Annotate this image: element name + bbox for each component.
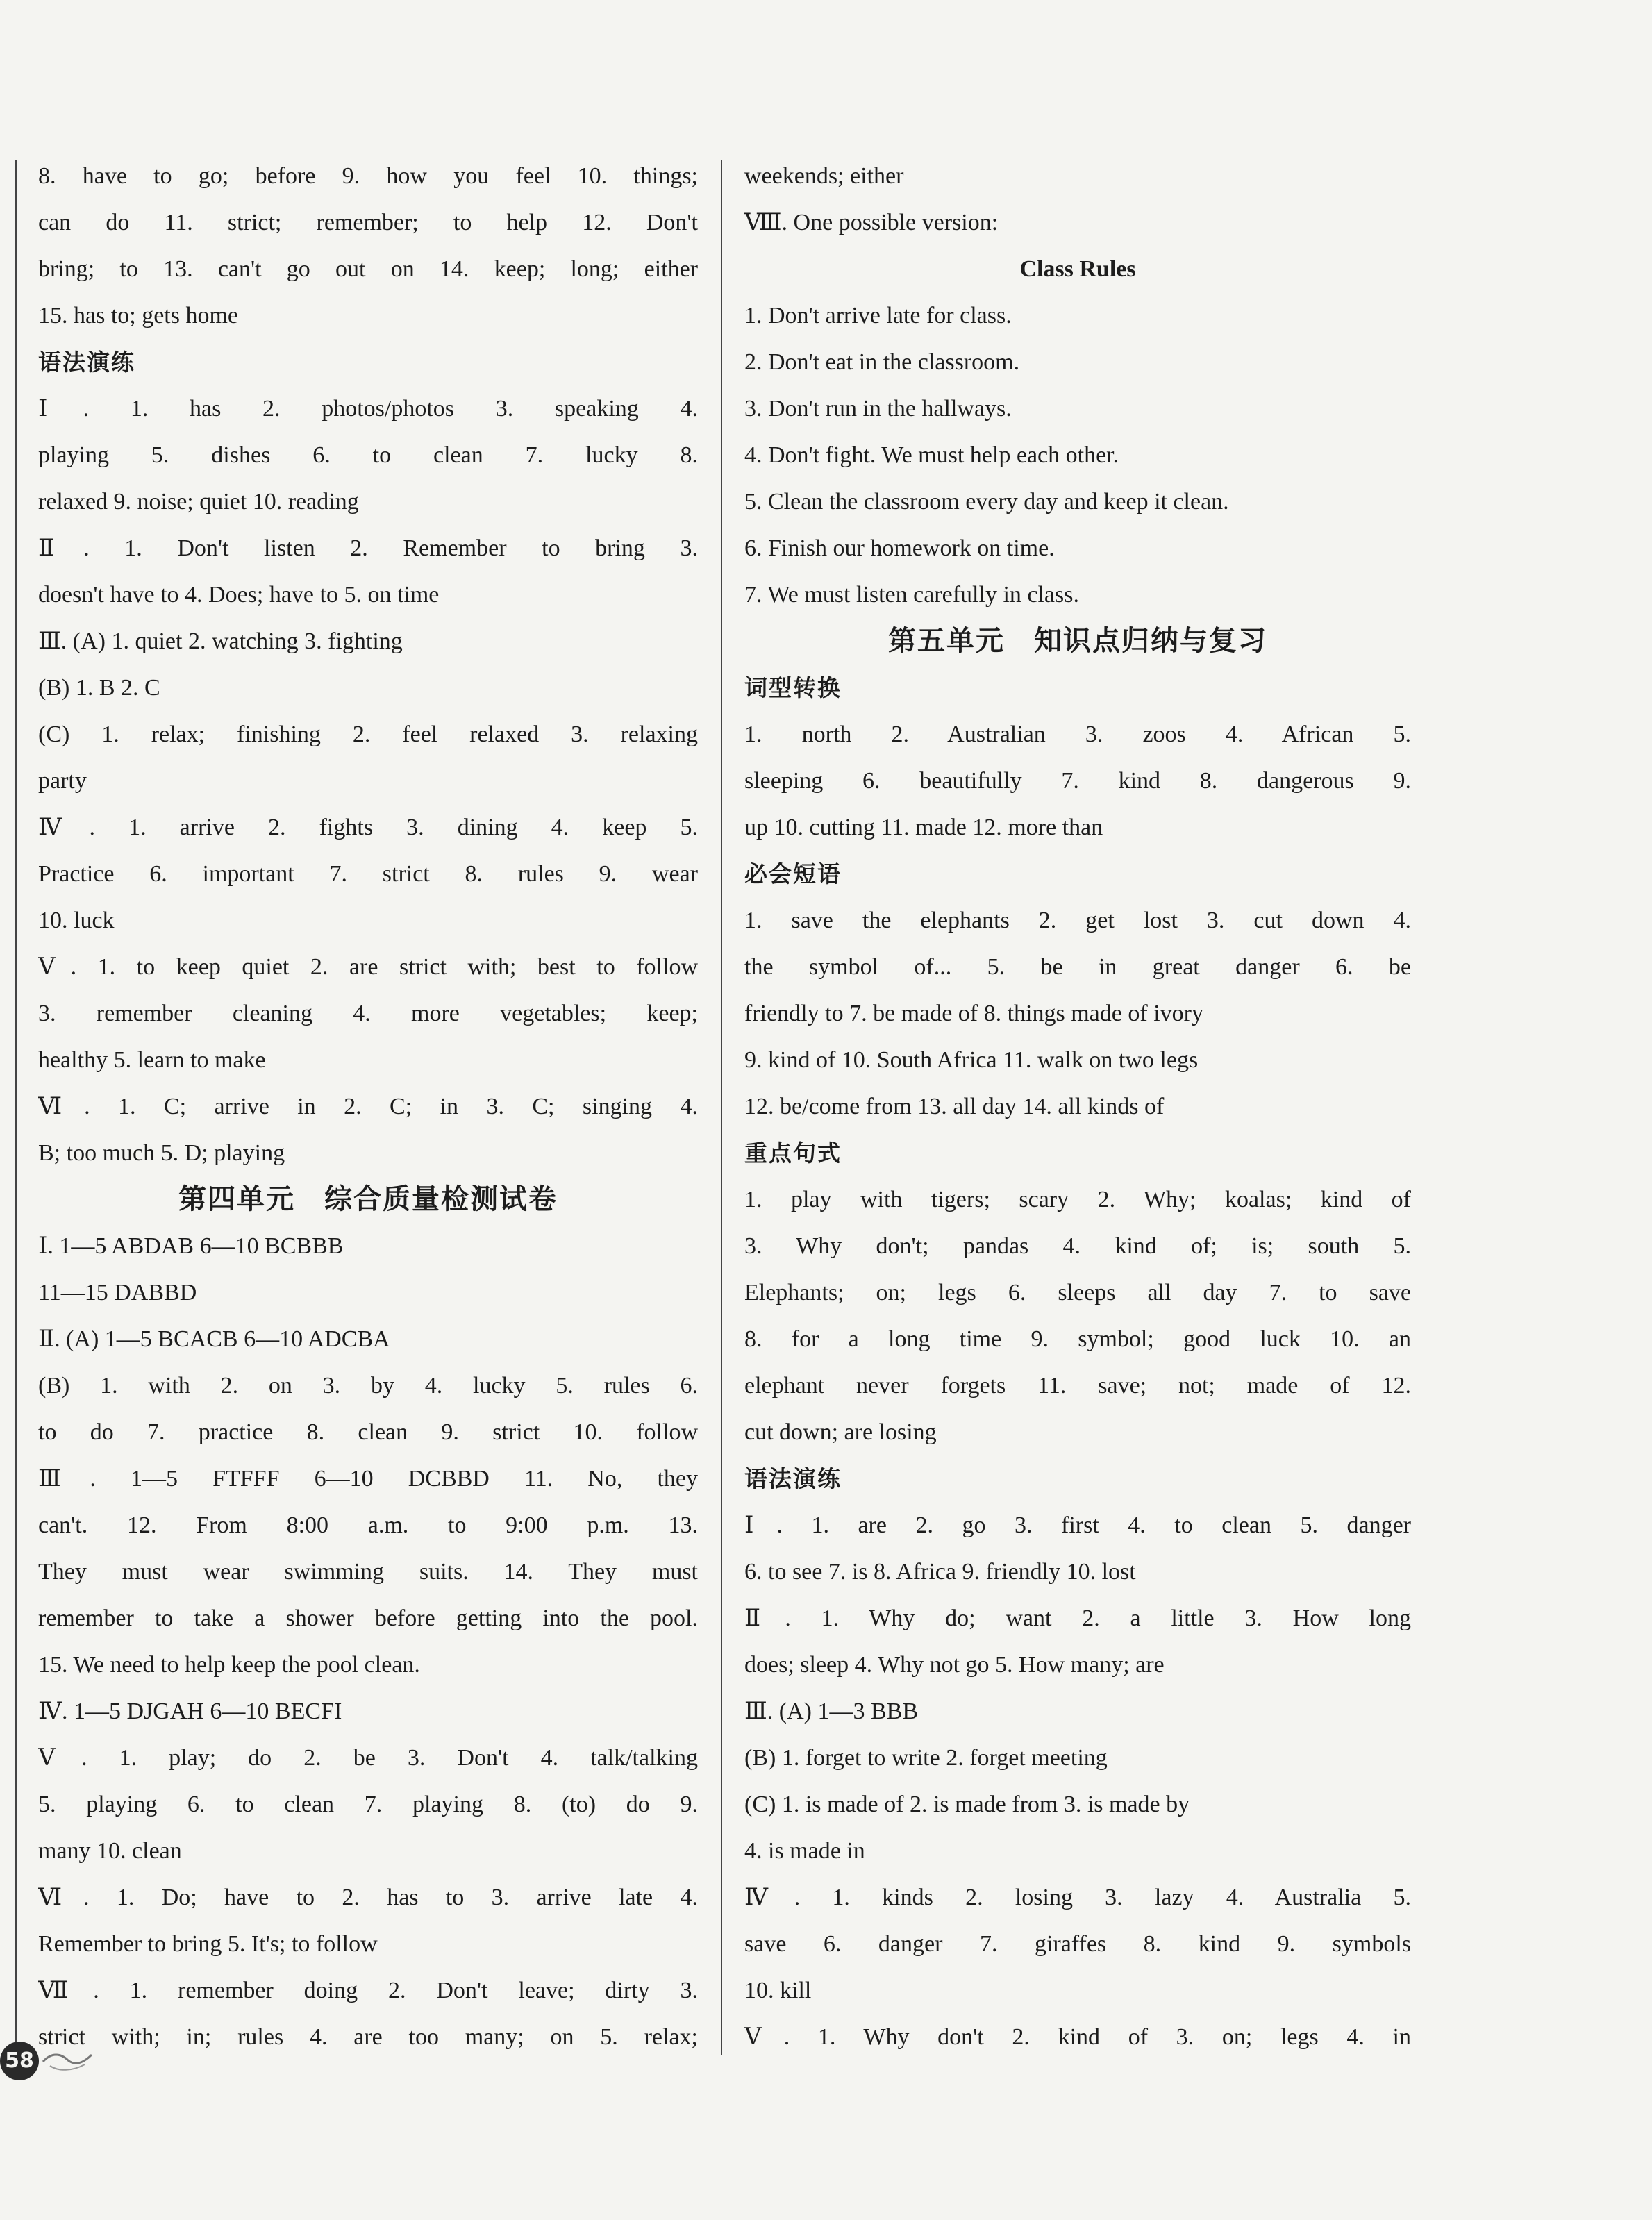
section-label: 语法演练 [38, 349, 135, 376]
answer-line: 4. Don't fight. We must help each other. [744, 442, 1119, 468]
answer-line: Remember to bring 5. It's; to follow [38, 1931, 378, 1957]
answer-line: elephant never forgets 11. save; not; made of 12. [744, 1373, 1411, 1399]
answer-line: doesn't have to 4. Does; have to 5. on time [38, 582, 440, 608]
answer-line: 3. Why don't; pandas 4. kind of; is; south 5. [744, 1233, 1411, 1259]
column-divider [721, 160, 722, 2055]
answer-line: Ⅱ. 1. Don't listen 2. Remember to bring 3. [38, 535, 698, 561]
answer-line: Ⅶ. 1. remember doing 2. Don't leave; dirty 3. [38, 1978, 698, 2003]
answer-line: Ⅱ. 1. Why do; want 2. a little 3. How long [744, 1605, 1411, 1631]
answer-line: Ⅰ. 1. are 2. go 3. first 4. to clean 5. danger [744, 1512, 1411, 1538]
answer-line: relaxed 9. noise; quiet 10. reading [38, 489, 359, 515]
answer-line: 8. have to go; before 9. how you feel 10. things; [38, 163, 698, 189]
answer-line: Ⅲ. 1—5 FTFFF 6—10 DCBBD 11. No, they [38, 1466, 698, 1492]
answer-line: They must wear swimming suits. 14. They must [38, 1559, 698, 1585]
answer-line: weekends; either [744, 163, 904, 189]
answer-line: 8. for a long time 9. symbol; good luck 10. an [744, 1326, 1411, 1352]
answer-line: save 6. danger 7. giraffes 8. kind 9. symbols [744, 1931, 1411, 1957]
answer-line: 12. be/come from 13. all day 14. all kinds of [744, 1094, 1165, 1119]
answer-line: 5. Clean the classroom every day and keep it clean. [744, 489, 1229, 515]
answer-line: 11—15 DABBD [38, 1280, 197, 1305]
answer-line: playing 5. dishes 6. to clean 7. lucky 8. [38, 442, 698, 468]
answer-line: 6. to see 7. is 8. Africa 9. friendly 10. lost [744, 1559, 1136, 1585]
page-ornament-icon [40, 2038, 96, 2077]
answer-line: strict with; in; rules 4. are too many; on 5. relax; [38, 2024, 698, 2050]
answer-line: Ⅴ. 1. to keep quiet 2. are strict with; best to follow [38, 954, 698, 980]
answer-line: party [38, 768, 87, 794]
answer-line: (B) 1. B 2. C [38, 675, 160, 701]
left-column [38, 153, 698, 2060]
answer-line: Ⅴ. 1. Why don't 2. kind of 3. on; legs 4. in [744, 2024, 1411, 2050]
answer-line: up 10. cutting 11. made 12. more than [744, 815, 1103, 840]
answer-line: many 10. clean [38, 1838, 182, 1864]
answer-line: 9. kind of 10. South Africa 11. walk on two legs [744, 1047, 1199, 1073]
answer-line: 7. We must listen carefully in class. [744, 582, 1079, 608]
left-margin-rule [15, 160, 17, 2055]
answer-line: to do 7. practice 8. clean 9. strict 10. follow [38, 1419, 698, 1445]
answer-line: Ⅴ. 1. play; do 2. be 3. Don't 4. talk/talking [38, 1745, 698, 1771]
answer-line: does; sleep 4. Why not go 5. How many; are [744, 1652, 1165, 1678]
answer-line: Ⅲ. (A) 1. quiet 2. watching 3. fighting [38, 628, 403, 654]
page-number: 58 [0, 2042, 39, 2080]
answer-line: (B) 1. with 2. on 3. by 4. lucky 5. rules 6. [38, 1373, 698, 1399]
answer-line: healthy 5. learn to make [38, 1047, 266, 1073]
answer-line: 6. Finish our homework on time. [744, 535, 1055, 561]
answer-line: 10. luck [38, 908, 115, 933]
answer-line: Ⅵ. 1. Do; have to 2. has to 3. arrive late 4. [38, 1885, 698, 1910]
answer-line: 5. playing 6. to clean 7. playing 8. (to) do 9. [38, 1792, 698, 1817]
section-label: 语法演练 [744, 1465, 842, 1492]
answer-line: (C) 1. relax; finishing 2. feel relaxed 3. relaxing [38, 721, 698, 747]
answer-line: 10. kill [744, 1978, 812, 2003]
answer-line: Ⅰ. 1. has 2. photos/photos 3. speaking 4. [38, 396, 698, 422]
answer-line: Ⅲ. (A) 1—3 BBB [744, 1699, 919, 1724]
answer-line: Ⅳ. 1—5 DJGAH 6—10 BECFI [38, 1699, 342, 1724]
answer-line: the symbol of... 5. be in great danger 6. be [744, 954, 1411, 980]
answer-line: 3. Don't run in the hallways. [744, 396, 1012, 422]
answer-line: can do 11. strict; remember; to help 12. Don't [38, 210, 698, 235]
answer-line: Ⅰ. 1—5 ABDAB 6—10 BCBBB [38, 1233, 344, 1259]
answer-line: bring; to 13. can't go out on 14. keep; long; either [38, 256, 698, 282]
answer-line: Ⅱ. (A) 1—5 BCACB 6—10 ADCBA [38, 1326, 390, 1352]
answer-line: can't. 12. From 8:00 a.m. to 9:00 p.m. 13. [38, 1512, 698, 1538]
answer-line: (B) 1. forget to write 2. forget meeting [744, 1745, 1108, 1771]
answer-line: 1. play with tigers; scary 2. Why; koalas; kind of [744, 1187, 1411, 1212]
answer-line: sleeping 6. beautifully 7. kind 8. dangerous 9. [744, 768, 1411, 794]
answer-line: 1. Don't arrive late for class. [744, 303, 1012, 328]
section-label: 重点句式 [744, 1140, 842, 1167]
subheading: Class Rules [1019, 256, 1136, 282]
unit-heading: 第五单元 知识点归纳与复习 [888, 625, 1267, 657]
answer-line: B; too much 5. D; playing [38, 1140, 285, 1166]
answer-line: cut down; are losing [744, 1419, 937, 1445]
answer-line: remember to take a shower before getting into the pool. [38, 1605, 698, 1631]
answer-line: 1. north 2. Australian 3. zoos 4. African 5. [744, 721, 1411, 747]
unit-heading: 第四单元 综合质量检测试卷 [178, 1183, 558, 1215]
answer-line: Ⅳ. 1. kinds 2. losing 3. lazy 4. Australia 5. [744, 1885, 1411, 1910]
answer-line: Practice 6. important 7. strict 8. rules 9. wear [38, 861, 698, 887]
right-column [744, 153, 1411, 2060]
answer-line: Elephants; on; legs 6. sleeps all day 7. to save [744, 1280, 1411, 1305]
answer-line: 3. remember cleaning 4. more vegetables; keep; [38, 1001, 698, 1026]
answer-line: (C) 1. is made of 2. is made from 3. is made by [744, 1792, 1190, 1817]
answer-line: 15. has to; gets home [38, 303, 239, 328]
answer-line: Ⅵ. 1. C; arrive in 2. C; in 3. C; singing 4. [38, 1094, 698, 1119]
section-label: 词型转换 [744, 674, 842, 701]
answer-line: 1. save the elephants 2. get lost 3. cut down 4. [744, 908, 1411, 933]
answer-line: friendly to 7. be made of 8. things made of ivory [744, 1001, 1203, 1026]
section-label: 必会短语 [744, 860, 842, 887]
answer-line: 4. is made in [744, 1838, 865, 1864]
answer-line: Ⅷ. One possible version: [744, 210, 999, 235]
answer-line: 2. Don't eat in the classroom. [744, 349, 1020, 375]
answer-line: Ⅳ. 1. arrive 2. fights 3. dining 4. keep 5. [38, 815, 698, 840]
answer-line: 15. We need to help keep the pool clean. [38, 1652, 420, 1678]
